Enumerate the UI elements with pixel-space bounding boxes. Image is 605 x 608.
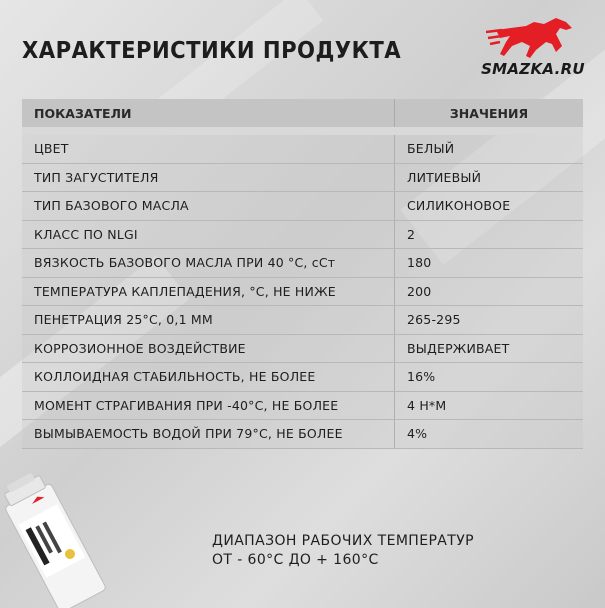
- row-value: 200: [407, 283, 432, 299]
- row-param: ПЕНЕТРАЦИЯ 25°С, 0,1 ММ: [22, 306, 395, 334]
- table-row: [22, 392, 583, 421]
- row-value: ВЫДЕРЖИВАЕТ: [407, 340, 510, 356]
- row-value: 2: [407, 226, 416, 242]
- temperature-range: [212, 532, 474, 570]
- table-row: [22, 335, 583, 364]
- table-row: [22, 306, 583, 335]
- row-param: ТИП БАЗОВОГО МАСЛА: [22, 192, 395, 220]
- row-value: 4 Н*М: [407, 397, 447, 413]
- row-value: ЛИТИЕВЫЙ: [407, 169, 482, 185]
- row-value: 180: [407, 255, 432, 271]
- row-param: ВЯЗКОСТЬ БАЗОВОГО МАСЛА ПРИ 40 °С, сСт: [22, 249, 395, 277]
- horse-logo-icon: [486, 12, 581, 62]
- row-value: 4%: [407, 426, 428, 442]
- table-row: [22, 164, 583, 193]
- row-param: МОМЕНТ СТРАГИВАНИЯ ПРИ -40°С, НЕ БОЛЕЕ: [22, 392, 395, 420]
- range-values: ОТ - 60°С ДО + 160°С: [212, 552, 379, 568]
- header-values: ЗНАЧЕНИЯ: [449, 105, 529, 121]
- row-value: СИЛИКОНОВОЕ: [407, 198, 511, 214]
- row-param: КОЛЛОИДНАЯ СТАБИЛЬНОСТЬ, НЕ БОЛЕЕ: [22, 363, 395, 391]
- row-param: ТЕМПЕРАТУРА КАПЛЕПАДЕНИЯ, °С, НЕ НИЖЕ: [22, 278, 395, 306]
- table-row: [22, 192, 583, 221]
- row-param: КЛАСС ПО NLGI: [22, 221, 395, 249]
- row-value: 16%: [407, 369, 436, 385]
- specs-table: [22, 99, 583, 449]
- row-value: БЕЛЫЙ: [407, 141, 455, 157]
- row-param: ВЫМЫВАЕМОСТЬ ВОДОЙ ПРИ 79°С, НЕ БОЛЕЕ: [22, 420, 395, 448]
- brand-name: SMAZKA.RU: [481, 60, 585, 78]
- table-header: [22, 99, 583, 135]
- row-value: 265-295: [407, 312, 461, 328]
- row-param: ЦВЕТ: [22, 135, 395, 163]
- product-tube-image: [0, 470, 120, 608]
- table-row: [22, 278, 583, 307]
- page-title: ХАРАКТЕРИСТИКИ ПРОДУКТА: [22, 38, 402, 64]
- range-title: ДИАПАЗОН РАБОЧИХ ТЕМПЕРАТУР: [212, 533, 475, 549]
- table-row: [22, 135, 583, 164]
- table-row: [22, 420, 583, 449]
- table-row: [22, 221, 583, 250]
- table-row: [22, 363, 583, 392]
- table-body: [22, 135, 583, 449]
- brand-logo: [478, 12, 588, 82]
- table-row: [22, 249, 583, 278]
- row-param: ТИП ЗАГУСТИТЕЛЯ: [22, 164, 395, 192]
- row-param: КОРРОЗИОННОЕ ВОЗДЕЙСТВИЕ: [22, 335, 395, 363]
- header-parameters: ПОКАЗАТЕЛИ: [22, 99, 395, 127]
